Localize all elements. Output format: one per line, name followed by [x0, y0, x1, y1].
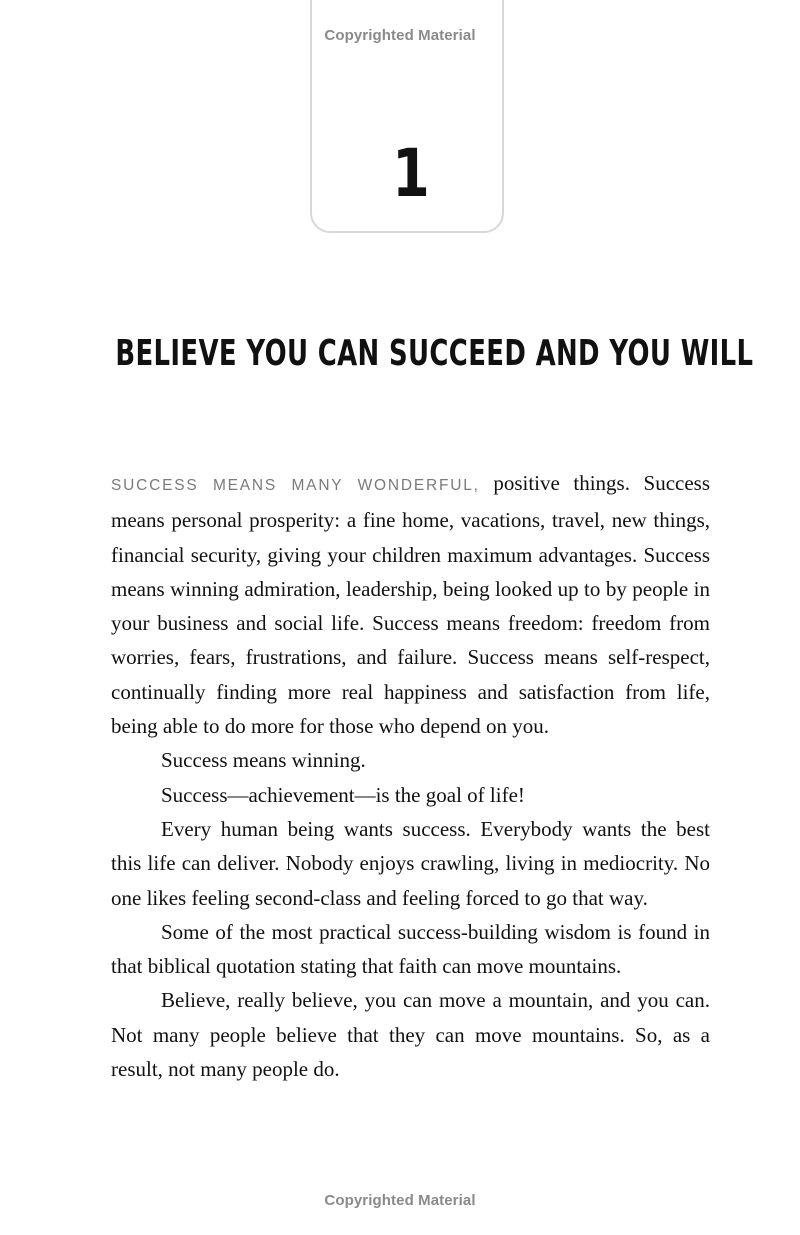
chapter-title: BELIEVE YOU CAN SUCCEED AND YOU WILL [115, 333, 754, 374]
lead-in-small-caps: SUCCESS MEANS MANY WONDERFUL, [111, 477, 480, 494]
copyright-watermark-bottom: Copyrighted Material [324, 1192, 476, 1209]
chapter-number: 1 [392, 135, 430, 212]
paragraph: Every human being wants success. Everybody wants the best this life can deliver. Nobody enjoys crawling, living in mediocrity. No one likes feeling second-class and feeling forced to go that way. [111, 816, 710, 910]
paragraph: Success means winning. [161, 748, 366, 773]
paragraph-opening [111, 466, 710, 743]
copyright-watermark-top: Copyrighted Material [324, 27, 476, 44]
paragraph: Some of the most practical success-building wisdom is found in that biblical quotation stating that faith can move mountains. [111, 919, 710, 979]
paragraph-opening-text: positive things. Success means personal prosperity: a fine home, vacations, travel, new things, financial security, giving your children maximum advantages. Success means winning admiration, leadership, being looked up to by people in your business and social life. Success means freedom: freedom from worries, fears, frustrations, and failure. Success means self-respect, continually finding more real happiness and satisfaction from life, being able to do more for those who depend on you. [111, 471, 711, 739]
chapter-body [111, 466, 710, 1086]
paragraph: Believe, really believe, you can move a mountain, and you can. Not many people believe that they can move mountains. So, as a result, not many people do. [111, 988, 710, 1082]
paragraph: Success—achievement—is the goal of life! [161, 782, 525, 807]
